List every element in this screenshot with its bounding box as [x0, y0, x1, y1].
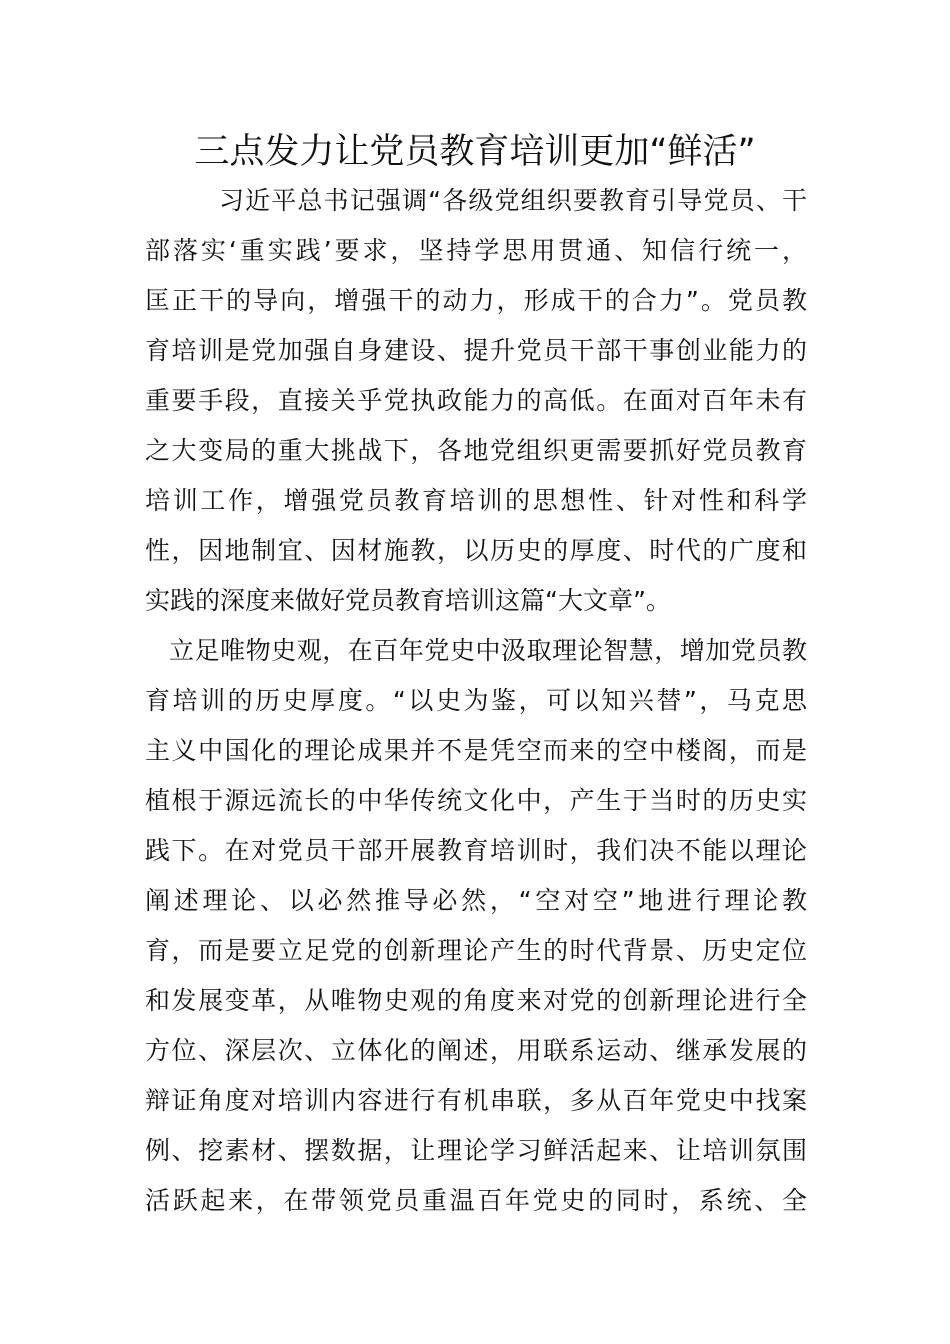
paragraph-line: 主义中国化的理论成果并不是凭空而来的空中楼阁，而是	[145, 736, 807, 765]
paragraph-line: 培训工作，增强党员教育培训的思想性、针对性和科学	[145, 486, 807, 515]
paragraph-line: 匡正干的导向，增强干的动力，形成干的合力”。党员教	[145, 286, 807, 315]
paragraph-line: 活跃起来，在带领党员重温百年党史的同时，系统、全	[145, 1186, 807, 1215]
document-body	[145, 176, 807, 1226]
paragraph-line: 和发展变革，从唯物史观的角度来对党的创新理论进行全	[145, 986, 807, 1015]
paragraph-line: 例、挖素材、摆数据，让理论学习鲜活起来、让培训氛围	[145, 1136, 807, 1165]
document-title: 三点发力让党员教育培训更加“鲜活”	[194, 132, 756, 172]
paragraph-line: 实践的深度来做好党员教育培训这篇“大文章”。	[145, 586, 671, 615]
paragraph-line: 部落实‘重实践’要求，坚持学思用贯通、知信行统一，	[145, 236, 807, 265]
paragraph-line: 育培训是党加强自身建设、提升党员干部干事创业能力的	[145, 336, 807, 365]
paragraph-1	[145, 176, 807, 626]
paragraph-line: 之大变局的重大挑战下，各地党组织更需要抓好党员教育	[145, 436, 807, 465]
paragraph-line: 习近平总书记强调“各级党组织要教育引导党员、干	[219, 186, 807, 215]
paragraph-line: 重要手段，直接关乎党执政能力的高低。在面对百年未有	[145, 386, 807, 415]
paragraph-line: 育，而是要立足党的创新理论产生的时代背景、历史定位	[145, 936, 807, 965]
paragraph-2	[145, 626, 807, 1226]
paragraph-line: 性，因地制宜、因材施教，以历史的厚度、时代的广度和	[145, 536, 807, 565]
paragraph-line: 立足唯物史观，在百年党史中汲取理论智慧，增加党员教	[169, 636, 807, 665]
paragraph-line: 阐述理论、以必然推导必然，“空对空”地进行理论教	[145, 886, 807, 915]
paragraph-line: 辩证角度对培训内容进行有机串联，多从百年党史中找案	[145, 1086, 807, 1115]
paragraph-line: 方位、深层次、立体化的阐述，用联系运动、继承发展的	[145, 1036, 807, 1065]
paragraph-line: 践下。在对党员干部开展教育培训时，我们决不能以理论	[145, 836, 807, 865]
paragraph-line: 植根于源远流长的中华传统文化中，产生于当时的历史实	[145, 786, 807, 815]
paragraph-line: 育培训的历史厚度。“以史为鉴，可以知兴替”，马克思	[145, 686, 807, 715]
